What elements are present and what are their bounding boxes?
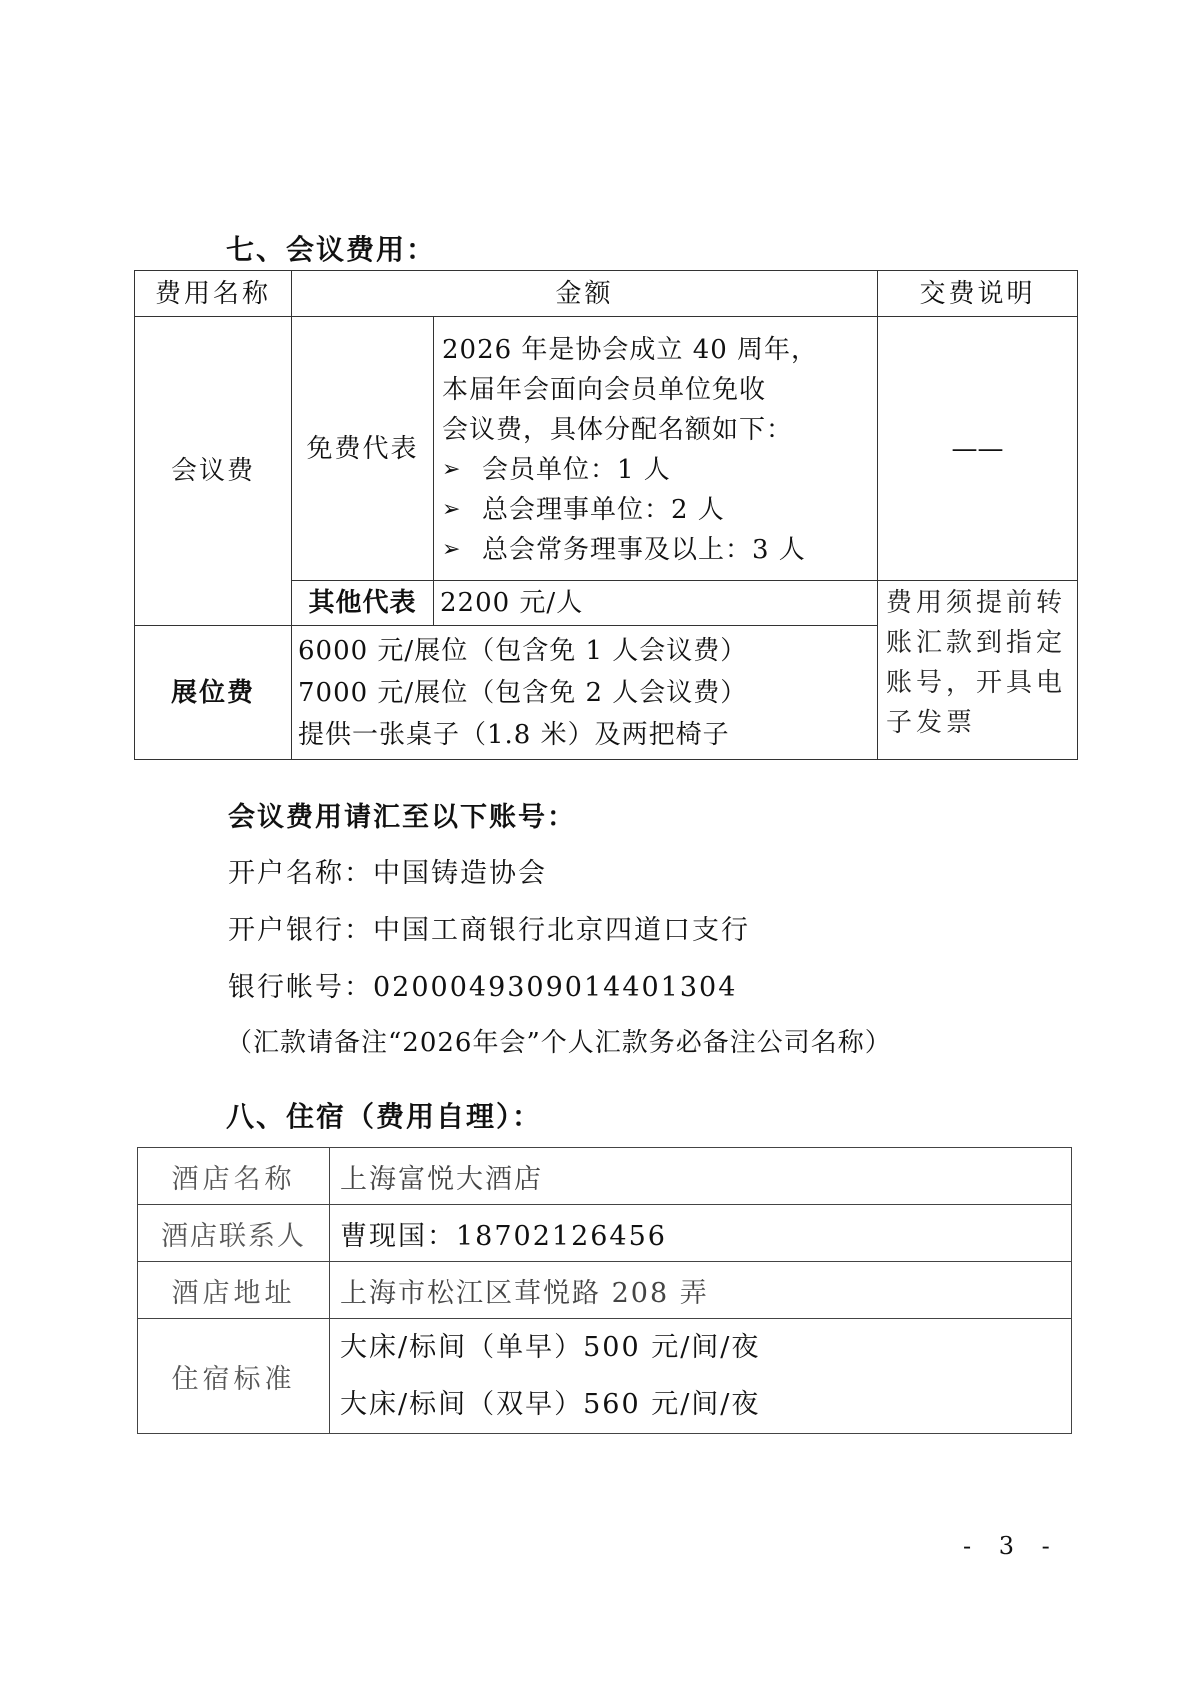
section-7-title: 七、会议费用： [226,233,437,266]
hotel-name-value: 上海富悦大酒店 [330,1148,1072,1205]
hotel-address-label: 酒店地址 [138,1262,330,1319]
quota-text: 总会理事单位：2 人 [482,494,725,525]
remittance-remark: （汇款请备注“2026年会”个人汇款务必备注公司名称） [226,1028,892,1058]
booth-fee-line: 7000 元/展位（包含免 2 人会议费） [298,677,748,708]
hotel-row [138,1319,1072,1434]
quota-item [442,490,869,530]
hotel-contact-value: 曹现国：18702126456 [330,1205,1072,1262]
booth-fee-details [292,626,878,760]
hotel-row [138,1205,1072,1262]
free-rep-label: 免费代表 [292,317,434,581]
arrow-bullet-icon: ➢ [442,456,462,482]
hotel-name-label: 酒店名称 [138,1148,330,1205]
header-payment-note: 交费说明 [878,271,1078,317]
meeting-fee-table [134,270,1078,760]
other-rep-amount: 2200 元/人 [434,581,878,626]
hotel-address-value: 上海市松江区茸悦路 208 弄 [330,1262,1072,1319]
room-rate-line: 大床/标间（单早）500 元/间/夜 [340,1332,761,1363]
booth-fee-label: 展位费 [135,626,292,760]
accommodation-table [137,1147,1072,1434]
arrow-bullet-icon: ➢ [442,536,462,562]
other-rep-label: 其他代表 [292,581,434,626]
hotel-row [138,1148,1072,1205]
quota-item [442,450,869,490]
booth-fee-line: 提供一张桌子（1.8 米）及两把椅子 [298,719,730,750]
account-number: 银行帐号：0200049309014401304 [228,972,738,1003]
quota-text: 会员单位：1 人 [482,454,671,485]
hotel-contact-label: 酒店联系人 [138,1205,330,1262]
room-standard-label: 住宿标准 [138,1319,330,1434]
free-rep-line: 本届年会面向会员单位免收 [442,374,767,405]
account-name: 开户名称：中国铸造协会 [228,858,547,889]
free-rep-row [135,317,1078,581]
page-number: - 3 - [963,1532,1060,1560]
arrow-bullet-icon: ➢ [442,496,462,522]
booth-fee-line: 6000 元/展位（包含免 1 人会议费） [298,635,748,666]
payment-note: 费用须提前转账汇款到指定账号，开具电子发票 [878,581,1078,760]
fee-table-header-row [135,271,1078,317]
account-heading: 会议费用请汇至以下账号： [228,802,576,833]
free-rep-note: —— [878,317,1078,581]
free-rep-description [434,317,878,581]
hotel-row [138,1262,1072,1319]
header-fee-name: 费用名称 [135,271,292,317]
room-standard-values [330,1319,1072,1434]
room-rate-line: 大床/标间（双早）560 元/间/夜 [340,1389,761,1420]
account-bank: 开户银行：中国工商银行北京四道口支行 [228,915,750,946]
header-amount: 金额 [292,271,878,317]
meeting-fee-label: 会议费 [135,317,292,626]
quota-text: 总会常务理事及以上：3 人 [482,534,806,565]
free-rep-line: 会议费，具体分配名额如下： [442,414,794,445]
section-8-title: 八、住宿（费用自理）： [226,1100,543,1133]
quota-item [442,530,869,570]
free-rep-line: 2026 年是协会成立 40 周年， [442,334,819,365]
